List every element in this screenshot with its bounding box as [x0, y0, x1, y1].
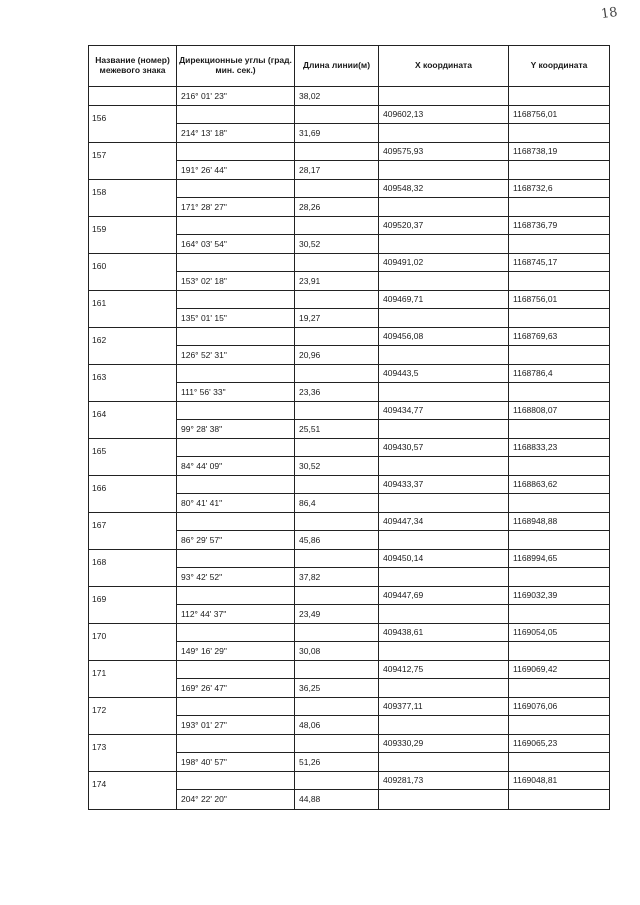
cell-length: 86,4	[295, 494, 378, 513]
table-row	[89, 143, 609, 180]
cell-x-empty	[379, 346, 508, 365]
cell-length-col	[295, 180, 379, 217]
cell-angle-col	[177, 328, 295, 365]
cell-y-empty	[509, 753, 609, 772]
table-header	[89, 46, 609, 87]
cell-y: 1168769,63	[509, 328, 609, 347]
cell-angle-col	[177, 291, 295, 328]
cell-length-col	[295, 254, 379, 291]
cell-y: 1169076,06	[509, 698, 609, 717]
cell-y-empty	[509, 87, 609, 106]
cell-y: 1168786,4	[509, 365, 609, 384]
cell-x: 409281,73	[379, 772, 508, 791]
cell-point-name: 167	[89, 513, 177, 550]
cell-x-empty	[379, 642, 508, 661]
cell-length: 30,52	[295, 457, 378, 476]
table-row	[89, 217, 609, 254]
cell-length: 23,91	[295, 272, 378, 291]
cell-y-col	[509, 550, 609, 587]
cell-y-empty	[509, 679, 609, 698]
cell-length-empty	[295, 513, 378, 532]
cell-angle-col	[177, 439, 295, 476]
cell-y-col	[509, 587, 609, 624]
cell-y: 1168745,17	[509, 254, 609, 273]
cell-x-col	[379, 624, 509, 661]
cell-x-col	[379, 328, 509, 365]
cell-angle-col	[177, 735, 295, 772]
cell-length-col	[295, 143, 379, 180]
cell-angle-empty	[177, 550, 294, 569]
cell-x-empty	[379, 531, 508, 550]
cell-y-empty	[509, 494, 609, 513]
cell-y-empty	[509, 198, 609, 217]
coordinates-table	[88, 45, 610, 810]
cell-x: 409412,75	[379, 661, 508, 680]
cell-length-col	[295, 661, 379, 698]
cell-y-empty	[509, 124, 609, 143]
cell-length-empty	[295, 587, 378, 606]
cell-length-col	[295, 587, 379, 624]
cell-x: 409430,57	[379, 439, 508, 458]
cell-length: 30,08	[295, 642, 378, 661]
cell-length: 28,17	[295, 161, 378, 180]
cell-x-col	[379, 365, 509, 402]
cell-length: 36,25	[295, 679, 378, 698]
cell-y-empty	[509, 568, 609, 587]
cell-x: 409443,5	[379, 365, 508, 384]
cell-y-empty	[509, 235, 609, 254]
cell-x-empty	[379, 494, 508, 513]
cell-angle: 93° 42' 52"	[177, 568, 294, 587]
cell-y-col	[509, 661, 609, 698]
header-y: Y координата	[530, 60, 588, 71]
cell-length-empty	[295, 180, 378, 199]
cell-angle-col	[177, 624, 295, 661]
cell-angle-empty	[177, 587, 294, 606]
cell-x-empty	[379, 124, 508, 143]
cell-x-empty	[379, 272, 508, 291]
header-name: Название (номер) межевого знака	[89, 46, 177, 86]
cell-x-col	[379, 143, 509, 180]
cell-y-col	[509, 735, 609, 772]
table-row	[89, 550, 609, 587]
cell-angle: 86° 29' 57"	[177, 531, 294, 550]
cell-x: 409438,61	[379, 624, 508, 643]
cell-length-empty	[295, 328, 378, 347]
cell-y-col	[509, 772, 609, 809]
cell-point-name: 170	[89, 624, 177, 661]
cell-x-col	[379, 254, 509, 291]
cell-angle-empty	[177, 476, 294, 495]
cell-x: 409456,08	[379, 328, 508, 347]
cell-point-name: 162	[89, 328, 177, 365]
cell-x-empty	[379, 198, 508, 217]
cell-angle-empty	[177, 106, 294, 125]
cell-angle-empty	[177, 624, 294, 643]
cell-point-name: 163	[89, 365, 177, 402]
table-row	[89, 439, 609, 476]
cell-y: 1168863,62	[509, 476, 609, 495]
cell-angle-col	[177, 587, 295, 624]
cell-x-col	[379, 587, 509, 624]
cell-y: 1168732,6	[509, 180, 609, 199]
cell-angle: 198° 40' 57"	[177, 753, 294, 772]
cell-x-col	[379, 735, 509, 772]
table-row	[89, 328, 609, 365]
cell-angle-empty	[177, 143, 294, 162]
cell-y: 1168738,19	[509, 143, 609, 162]
table-row	[89, 698, 609, 735]
cell-y-col	[509, 439, 609, 476]
cell-point-name: 158	[89, 180, 177, 217]
cell-length-empty	[295, 661, 378, 680]
cell-x-col	[379, 550, 509, 587]
cell-angle-col	[177, 402, 295, 439]
cell-y: 1169069,42	[509, 661, 609, 680]
cell-x: 409469,71	[379, 291, 508, 310]
cell-length: 51,26	[295, 753, 378, 772]
cell-x-col	[379, 698, 509, 735]
cell-y-empty	[509, 642, 609, 661]
cell-x: 409377,11	[379, 698, 508, 717]
cell-angle-empty	[177, 735, 294, 754]
cell-angle-empty	[177, 180, 294, 199]
cell-point-name: 157	[89, 143, 177, 180]
cell-length-empty	[295, 254, 378, 273]
cell-angle: 169° 26' 47"	[177, 679, 294, 698]
cell-angle-empty	[177, 698, 294, 717]
cell-angle: 84° 44' 09"	[177, 457, 294, 476]
cell-angle: 153° 02' 18"	[177, 272, 294, 291]
table-row	[89, 587, 609, 624]
cell-y-empty	[509, 716, 609, 735]
cell-length: 20,96	[295, 346, 378, 365]
cell-y-col	[509, 143, 609, 180]
cell-x-col	[379, 661, 509, 698]
cell-y-col	[509, 698, 609, 735]
cell-x-col	[379, 772, 509, 809]
table-row	[89, 180, 609, 217]
page-number-mark: 18	[600, 4, 619, 23]
cell-angle: 193° 01' 27"	[177, 716, 294, 735]
cell-length: 31,69	[295, 124, 378, 143]
cell-angle-empty	[177, 661, 294, 680]
cell-y: 1168994,65	[509, 550, 609, 569]
cell-x-empty	[379, 605, 508, 624]
cell-y-empty	[509, 605, 609, 624]
cell-y-col	[509, 402, 609, 439]
cell-x-col	[379, 513, 509, 550]
cell-angle-empty	[177, 772, 294, 791]
cell-angle-col	[177, 180, 295, 217]
cell-x-col	[379, 476, 509, 513]
cell-angle-col	[177, 106, 295, 143]
cell-y: 1169032,39	[509, 587, 609, 606]
cell-x-col	[379, 217, 509, 254]
cell-y-col	[509, 291, 609, 328]
header-angles: Дирекционные углы (град. мин. сек.)	[177, 46, 295, 86]
cell-point-name: 172	[89, 698, 177, 735]
cell-angle-empty	[177, 217, 294, 236]
cell-length: 30,52	[295, 235, 378, 254]
cell-length-col	[295, 106, 379, 143]
cell-length-empty	[295, 365, 378, 384]
cell-angle: 135° 01' 15"	[177, 309, 294, 328]
cell-x: 409447,34	[379, 513, 508, 532]
cell-angle: 191° 26' 44"	[177, 161, 294, 180]
cell-y-col	[509, 106, 609, 143]
cell-angle: 149° 16' 29"	[177, 642, 294, 661]
cell-x-empty	[379, 753, 508, 772]
cell-x-col	[379, 180, 509, 217]
table-row	[89, 106, 609, 143]
cell-y-col	[509, 328, 609, 365]
cell-point-name: 174	[89, 772, 177, 809]
cell-y-col	[509, 476, 609, 513]
cell-length-empty	[295, 217, 378, 236]
cell-y: 1168833,23	[509, 439, 609, 458]
cell-x-col	[379, 106, 509, 143]
cell-y-empty	[509, 346, 609, 365]
cell-length-empty	[295, 735, 378, 754]
cell-y: 1169048,81	[509, 772, 609, 791]
cell-length: 23,36	[295, 383, 378, 402]
cell-point-name: 168	[89, 550, 177, 587]
table-body	[89, 87, 609, 809]
cell-angle-col	[177, 513, 295, 550]
cell-length-col	[295, 217, 379, 254]
table-row	[89, 87, 609, 106]
cell-x: 409450,14	[379, 550, 508, 569]
cell-point-name: 156	[89, 106, 177, 143]
cell-angle-col	[177, 476, 295, 513]
cell-x-empty	[379, 568, 508, 587]
cell-x: 409491,02	[379, 254, 508, 273]
cell-angle-col	[177, 550, 295, 587]
cell-y-col	[509, 365, 609, 402]
cell-length-empty	[295, 106, 378, 125]
cell-y-empty	[509, 161, 609, 180]
cell-angle-empty	[177, 328, 294, 347]
cell-point-name: 171	[89, 661, 177, 698]
table-row	[89, 513, 609, 550]
cell-x-empty	[379, 716, 508, 735]
cell-length-empty	[295, 698, 378, 717]
cell-y: 1168808,07	[509, 402, 609, 421]
cell-point-name: 165	[89, 439, 177, 476]
header-x: X координата	[379, 46, 509, 86]
cell-y-empty	[509, 531, 609, 550]
cell-x: 409433,37	[379, 476, 508, 495]
cell-length: 38,02	[295, 87, 379, 106]
cell-angle-col	[177, 217, 295, 254]
cell-point-name: 166	[89, 476, 177, 513]
header-length: Длина линии(м)	[295, 46, 379, 86]
cell-x: 409330,29	[379, 735, 508, 754]
cell-x-empty	[379, 790, 508, 809]
table-row	[89, 365, 609, 402]
cell-length-col	[295, 402, 379, 439]
cell-y-empty	[509, 309, 609, 328]
cell-length-col	[295, 291, 379, 328]
cell-angle-col	[177, 254, 295, 291]
table-row	[89, 624, 609, 661]
cell-x-empty	[379, 383, 508, 402]
cell-angle-empty	[177, 402, 294, 421]
cell-y-empty	[509, 272, 609, 291]
cell-angle: 80° 41' 41"	[177, 494, 294, 513]
cell-point-name: 161	[89, 291, 177, 328]
cell-x-col	[379, 402, 509, 439]
cell-length-col	[295, 698, 379, 735]
cell-length: 48,06	[295, 716, 378, 735]
cell-angle-empty	[177, 291, 294, 310]
cell-angle-col	[177, 143, 295, 180]
cell-length-col	[295, 772, 379, 809]
cell-length: 44,88	[299, 794, 321, 805]
cell-angle: 171° 28' 27"	[177, 198, 294, 217]
cell-angle: 111° 56' 33"	[177, 383, 294, 402]
cell-point-name: 173	[89, 735, 177, 772]
table-row	[89, 291, 609, 328]
cell-y-col	[509, 180, 609, 217]
cell-angle-empty	[177, 513, 294, 532]
cell-y-col	[509, 217, 609, 254]
cell-x: 409575,93	[379, 143, 508, 162]
cell-angle-col	[177, 365, 295, 402]
table-row	[89, 772, 609, 809]
cell-x-empty	[379, 235, 508, 254]
cell-y-empty	[509, 790, 609, 809]
cell-y: 1168756,01	[509, 106, 609, 125]
cell-y-empty	[509, 457, 609, 476]
cell-x-col	[379, 291, 509, 328]
cell-x-empty	[379, 161, 508, 180]
cell-y: 1168756,01	[509, 291, 609, 310]
cell-y-col	[509, 254, 609, 291]
cell-length-col	[295, 735, 379, 772]
cell-x: 409602,13	[379, 106, 508, 125]
cell-point-name: 160	[89, 254, 177, 291]
cell-x-empty	[379, 87, 509, 106]
cell-y: 1168736,79	[509, 217, 609, 236]
cell-length-col	[295, 513, 379, 550]
cell-length: 28,26	[295, 198, 378, 217]
cell-x-empty	[379, 420, 508, 439]
cell-length-empty	[295, 772, 378, 791]
cell-x-col	[379, 439, 509, 476]
cell-length-col	[295, 550, 379, 587]
table-row	[89, 476, 609, 513]
cell-length-col	[295, 439, 379, 476]
table-row	[89, 402, 609, 439]
cell-angle: 112° 44' 37"	[177, 605, 294, 624]
cell-x: 409548,32	[379, 180, 508, 199]
table-row	[89, 661, 609, 698]
cell-length-empty	[295, 143, 378, 162]
cell-length-col	[295, 328, 379, 365]
cell-length: 45,86	[295, 531, 378, 550]
cell-length-empty	[295, 624, 378, 643]
cell-point-name: 169	[89, 587, 177, 624]
cell-length-col	[295, 365, 379, 402]
cell-angle-col	[177, 772, 295, 809]
cell-angle-empty	[177, 254, 294, 273]
table-row	[89, 735, 609, 772]
cell-angle: 216° 01' 23"	[177, 87, 295, 106]
cell-length: 37,82	[295, 568, 378, 587]
cell-x-empty	[379, 679, 508, 698]
cell-angle-col	[177, 698, 295, 735]
cell-angle: 204° 22' 20"	[181, 794, 227, 805]
cell-length: 25,51	[295, 420, 378, 439]
cell-x: 409520,37	[379, 217, 508, 236]
cell-length-empty	[295, 402, 378, 421]
cell-length-col	[295, 624, 379, 661]
cell-angle-col	[177, 661, 295, 698]
cell-length-empty	[295, 439, 378, 458]
cell-angle-empty	[177, 439, 294, 458]
cell-y-col	[509, 624, 609, 661]
cell-length-empty	[295, 291, 378, 310]
cell-length-empty	[295, 476, 378, 495]
cell-length-col	[295, 476, 379, 513]
cell-x: 409447,69	[379, 587, 508, 606]
cell-y-col	[509, 513, 609, 550]
cell-point-name: 164	[89, 402, 177, 439]
table-row	[89, 254, 609, 291]
cell-point-name: 159	[89, 217, 177, 254]
cell-x-empty	[379, 309, 508, 328]
cell-angle: 164° 03' 54"	[177, 235, 294, 254]
cell-y-empty	[509, 420, 609, 439]
cell-y: 1169054,05	[509, 624, 609, 643]
cell-angle: 126° 52' 31"	[177, 346, 294, 365]
cell-length: 23,49	[295, 605, 378, 624]
cell-x: 409434,77	[379, 402, 508, 421]
cell-angle-empty	[177, 365, 294, 384]
cell-y: 1169065,23	[509, 735, 609, 754]
cell-length: 19,27	[295, 309, 378, 328]
cell-length-empty	[295, 550, 378, 569]
cell-angle: 99° 28' 38"	[177, 420, 294, 439]
cell-y: 1168948,88	[509, 513, 609, 532]
cell-x-empty	[379, 457, 508, 476]
cell-name-empty	[89, 87, 177, 106]
cell-angle: 214° 13' 18"	[177, 124, 294, 143]
cell-y-empty	[509, 383, 609, 402]
